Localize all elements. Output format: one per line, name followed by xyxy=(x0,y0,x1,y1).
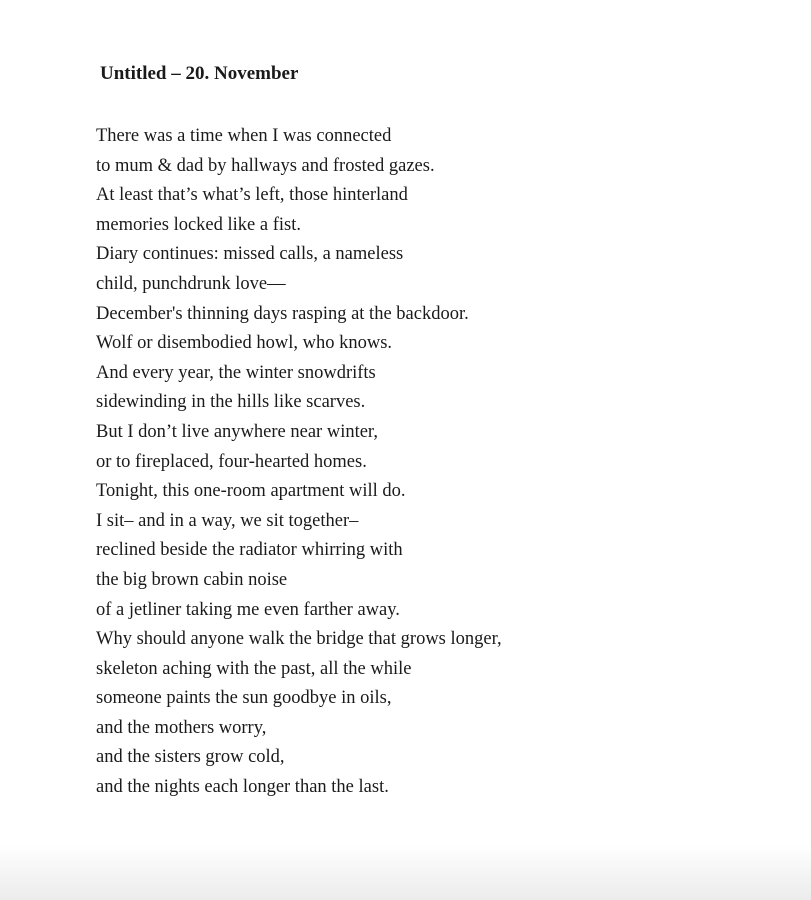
poem-line: December's thinning days rasping at the backdoor. xyxy=(96,303,469,324)
poem-line: Diary continues: missed calls, a nameless xyxy=(96,244,404,265)
poem-line: There was a time when I was connected xyxy=(96,126,392,146)
poem-line: But I don’t live anywhere near winter, xyxy=(96,421,378,442)
poem-line: sidewinding in the hills like scarves. xyxy=(96,392,366,413)
poem-line: and the nights each longer than the last. xyxy=(96,777,389,798)
poem-line: child, punchdrunk love— xyxy=(96,273,286,294)
poem-line: And every year, the winter snowdrifts xyxy=(96,362,376,383)
poem-title: Untitled – 20. November xyxy=(100,63,299,84)
poem-line: to mum & dad by hallways and frosted gazes. xyxy=(96,155,435,176)
poem-line: and the sisters grow cold, xyxy=(96,747,285,768)
poem-line: Why should anyone walk the bridge that grows longer, xyxy=(96,629,502,650)
poem-line: of a jetliner taking me even farther away. xyxy=(96,599,400,620)
poem-line: Wolf or disembodied howl, who knows. xyxy=(96,333,393,354)
poem-line: and the mothers worry, xyxy=(96,717,267,738)
poem-line: Tonight, this one-room apartment will do. xyxy=(96,481,406,502)
poem-line: or to fireplaced, four-hearted homes. xyxy=(96,451,367,472)
poem-body xyxy=(96,122,502,803)
poem-line: I sit– and in a way, we sit together– xyxy=(96,510,359,531)
poem-line: the big brown cabin noise xyxy=(96,569,288,590)
poem-line: memories locked like a fist. xyxy=(96,214,301,235)
poem-line: At least that’s what’s left, those hinterland xyxy=(96,185,408,206)
poem-line: someone paints the sun goodbye in oils, xyxy=(96,688,392,709)
poem-line: skeleton aching with the past, all the while xyxy=(96,658,412,679)
poem-line: reclined beside the radiator whirring with xyxy=(96,540,403,561)
